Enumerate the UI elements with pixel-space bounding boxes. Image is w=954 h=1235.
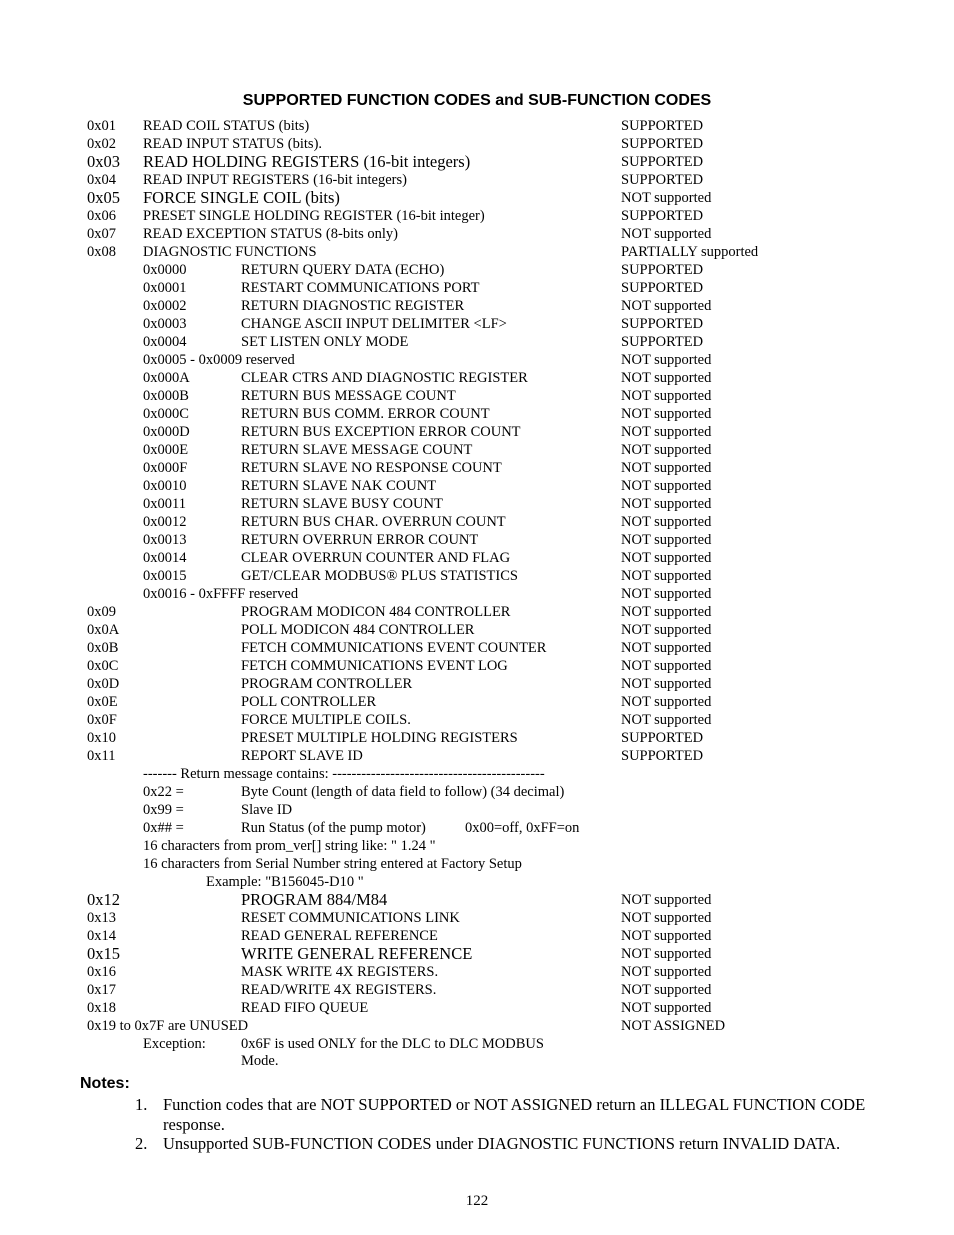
table-row: [0, 297, 954, 315]
function-code: 0x09: [87, 604, 116, 620]
sub-function-code: 0x0000: [143, 262, 187, 278]
function-code: 0x11: [87, 748, 116, 764]
support-status: SUPPORTED: [621, 154, 704, 170]
table-row: [0, 531, 954, 549]
function-description: PRESET SINGLE HOLDING REGISTER (16-bit integer): [143, 208, 485, 224]
note-number: 1.: [135, 1095, 148, 1114]
sub-function-code: 0x000D: [143, 424, 190, 440]
sub-function-description: GET/CLEAR MODBUS® PLUS STATISTICS: [241, 568, 518, 584]
function-description: READ INPUT REGISTERS (16-bit integers): [143, 172, 407, 188]
support-status: NOT supported: [621, 496, 712, 512]
sub-function-code: 0x0015: [143, 568, 187, 584]
support-status: NOT supported: [621, 946, 712, 962]
support-status: NOT supported: [621, 568, 712, 584]
support-status: NOT supported: [621, 532, 712, 548]
function-code: 0x0B: [87, 640, 119, 656]
sub-function-description: FORCE MULTIPLE COILS.: [241, 712, 411, 728]
sub-function-code: 0x000E: [143, 442, 189, 458]
function-code: 0x17: [87, 982, 116, 998]
table-row: [0, 189, 954, 207]
table-row: [0, 891, 954, 909]
sub-function-code: 0x0003: [143, 316, 187, 332]
table-row: [0, 621, 954, 639]
table-row: [0, 909, 954, 927]
support-status: SUPPORTED: [621, 118, 704, 134]
support-status: SUPPORTED: [621, 208, 704, 224]
table-row: [0, 783, 954, 801]
sub-function-description: RETURN SLAVE NAK COUNT: [241, 478, 437, 494]
support-status: NOT supported: [621, 550, 712, 566]
function-code: 0x0D: [87, 676, 120, 692]
table-row: [0, 1053, 954, 1069]
note-item: [135, 1134, 895, 1154]
note-text: Unsupported SUB-FUNCTION CODES under DIAGNOSTIC FUNCTIONS return INVALID DATA.: [163, 1134, 841, 1153]
sub-function-description: FETCH COMMUNICATIONS EVENT LOG: [241, 658, 508, 674]
function-code-table: [0, 117, 954, 1069]
support-status: NOT supported: [621, 604, 712, 620]
sub-function-description: POLL MODICON 484 CONTROLLER: [241, 622, 475, 638]
table-row: [0, 135, 954, 153]
support-status: SUPPORTED: [621, 172, 704, 188]
sub-function-code: 0x## =: [143, 820, 184, 836]
sub-function-code: 0x0016 - 0xFFFF reserved: [143, 586, 299, 602]
support-status: SUPPORTED: [621, 748, 704, 764]
sub-function-description: RETURN QUERY DATA (ECHO): [241, 262, 445, 278]
sub-function-description: PROGRAM MODICON 484 CONTROLLER: [241, 604, 511, 620]
sub-function-description: PRESET MULTIPLE HOLDING REGISTERS: [241, 730, 518, 746]
extra-text: 0x00=off, 0xFF=on: [465, 820, 580, 836]
sub-function-code: 16 characters from Serial Number string entered at Factory Setup: [143, 856, 522, 872]
table-row: [0, 675, 954, 693]
function-description: READ HOLDING REGISTERS (16-bit integers): [143, 152, 471, 171]
function-code: 0x0F: [87, 712, 117, 728]
sub-function-code: 16 characters from prom_ver[] string like: " 1.24 ": [143, 838, 436, 854]
table-row: [0, 855, 954, 873]
function-description: FORCE SINGLE COIL (bits): [143, 188, 340, 207]
support-status: NOT supported: [621, 694, 712, 710]
sub-function-code: 0x000B: [143, 388, 189, 404]
table-row: [0, 981, 954, 999]
support-status: NOT ASSIGNED: [621, 1018, 726, 1034]
support-status: NOT supported: [621, 640, 712, 656]
sub-function-description: RESET COMMUNICATIONS LINK: [241, 910, 460, 926]
support-status: SUPPORTED: [621, 730, 704, 746]
support-status: NOT supported: [621, 478, 712, 494]
table-row: [0, 1035, 954, 1053]
sub-function-description: RETURN SLAVE NO RESPONSE COUNT: [241, 460, 502, 476]
table-row: [0, 963, 954, 981]
support-status: NOT supported: [621, 928, 712, 944]
function-code: 0x0E: [87, 694, 118, 710]
support-status: SUPPORTED: [621, 262, 704, 278]
sub-function-code: 0x0012: [143, 514, 187, 530]
support-status: NOT supported: [621, 982, 712, 998]
sub-function-description: CHANGE ASCII INPUT DELIMITER <LF>: [241, 316, 507, 332]
table-row: [0, 243, 954, 261]
function-code: 0x10: [87, 730, 116, 746]
table-row: [0, 441, 954, 459]
sub-function-code: 0x0001: [143, 280, 187, 296]
sub-function-description: 0x6F is used ONLY for the DLC to DLC MODBUS: [241, 1036, 544, 1052]
support-status: NOT supported: [621, 1000, 712, 1016]
sub-function-code: 0x000A: [143, 370, 190, 386]
support-status: SUPPORTED: [621, 334, 704, 350]
table-row: [0, 747, 954, 765]
table-row: [0, 207, 954, 225]
support-status: PARTIALLY supported: [621, 244, 759, 260]
table-row: [0, 585, 954, 603]
sub-function-code: 0x99 =: [143, 802, 184, 818]
sub-function-description: RETURN BUS EXCEPTION ERROR COUNT: [241, 424, 521, 440]
table-row: [0, 279, 954, 297]
table-row: [0, 405, 954, 423]
function-code: 0x0C: [87, 658, 119, 674]
table-row: [0, 171, 954, 189]
support-status: NOT supported: [621, 406, 712, 422]
support-status: NOT supported: [621, 460, 712, 476]
sub-function-code: 0x0014: [143, 550, 187, 566]
page-number: 122: [465, 1193, 489, 1209]
support-status: NOT supported: [621, 298, 712, 314]
sub-function-description: Mode.: [241, 1053, 279, 1069]
sub-function-description: Run Status (of the pump motor): [241, 820, 426, 836]
page-title: SUPPORTED FUNCTION CODES and SUB-FUNCTION CODES: [242, 92, 712, 109]
function-code: 0x04: [87, 172, 116, 188]
sub-function-code: 0x0013: [143, 532, 187, 548]
function-description: READ INPUT STATUS (bits).: [143, 136, 323, 152]
sub-function-code: 0x0002: [143, 298, 187, 314]
support-status: NOT supported: [621, 514, 712, 530]
sub-function-description: REPORT SLAVE ID: [241, 748, 363, 764]
support-status: NOT supported: [621, 388, 712, 404]
table-row: [0, 945, 954, 963]
sub-function-description: RETURN BUS COMM. ERROR COUNT: [241, 406, 490, 422]
function-description: READ EXCEPTION STATUS (8-bits only): [143, 226, 399, 242]
table-row: [0, 999, 954, 1017]
function-code: 0x15: [87, 944, 120, 963]
function-code: 0x06: [87, 208, 116, 224]
table-row: [0, 549, 954, 567]
function-code: 0x07: [87, 226, 116, 242]
table-row: [0, 729, 954, 747]
sub-function-code: 0x0010: [143, 478, 187, 494]
sub-function-description: RETURN BUS MESSAGE COUNT: [241, 388, 456, 404]
notes-list: [135, 1095, 895, 1154]
sub-function-description: RETURN DIAGNOSTIC REGISTER: [241, 298, 465, 314]
sub-function-code: 0x0004: [143, 334, 187, 350]
sub-function-description: READ GENERAL REFERENCE: [241, 928, 438, 944]
support-status: NOT supported: [621, 226, 712, 242]
support-status: NOT supported: [621, 676, 712, 692]
table-row: [0, 1017, 954, 1035]
table-row: [0, 459, 954, 477]
table-row: [0, 639, 954, 657]
support-status: NOT supported: [621, 622, 712, 638]
function-code: 0x12: [87, 890, 120, 909]
sub-function-description: SET LISTEN ONLY MODE: [241, 334, 409, 350]
sub-function-description: RETURN SLAVE BUSY COUNT: [241, 496, 443, 512]
function-code: 0x05: [87, 188, 120, 207]
function-code: 0x19 to 0x7F are UNUSED: [87, 1018, 249, 1034]
sub-function-description: READ FIFO QUEUE: [241, 1000, 369, 1016]
function-code: 0x16: [87, 964, 116, 980]
function-code: 0x01: [87, 118, 116, 134]
table-row: [0, 873, 954, 891]
table-row: [0, 225, 954, 243]
function-code: 0x18: [87, 1000, 116, 1016]
example-text: Example: "B156045-D10 ": [206, 874, 364, 890]
table-row: [0, 927, 954, 945]
table-row: [0, 693, 954, 711]
function-code: 0x08: [87, 244, 116, 260]
table-row: [0, 495, 954, 513]
sub-function-description: RETURN SLAVE MESSAGE COUNT: [241, 442, 473, 458]
note-item: [135, 1095, 895, 1134]
table-row: [0, 603, 954, 621]
table-row: [0, 657, 954, 675]
table-row: [0, 837, 954, 855]
function-description: DIAGNOSTIC FUNCTIONS: [143, 244, 317, 260]
note-text: Function codes that are NOT SUPPORTED or NOT ASSIGNED return an ILLEGAL FUNCTION CODE response.: [163, 1095, 866, 1134]
table-row: [0, 369, 954, 387]
support-status: NOT supported: [621, 424, 712, 440]
sub-function-code: 0x000F: [143, 460, 188, 476]
table-row: [0, 153, 954, 171]
sub-function-description: READ/WRITE 4X REGISTERS.: [241, 982, 437, 998]
sub-function-description: PROGRAM 884/M84: [241, 890, 388, 909]
support-status: NOT supported: [621, 658, 712, 674]
table-row: [0, 333, 954, 351]
sub-function-code: 0x000C: [143, 406, 189, 422]
support-status: NOT supported: [621, 352, 712, 368]
support-status: SUPPORTED: [621, 280, 704, 296]
function-code: 0x03: [87, 152, 120, 171]
sub-function-description: FETCH COMMUNICATIONS EVENT COUNTER: [241, 640, 547, 656]
table-row: [0, 423, 954, 441]
table-row: [0, 765, 954, 783]
support-status: NOT supported: [621, 190, 712, 206]
table-row: [0, 477, 954, 495]
support-status: NOT supported: [621, 964, 712, 980]
table-row: [0, 819, 954, 837]
sub-function-description: Slave ID: [241, 802, 293, 818]
support-status: NOT supported: [621, 892, 712, 908]
support-status: NOT supported: [621, 442, 712, 458]
support-status: SUPPORTED: [621, 136, 704, 152]
table-row: [0, 513, 954, 531]
function-code: 0x14: [87, 928, 116, 944]
support-status: SUPPORTED: [621, 316, 704, 332]
sub-function-code: 0x22 =: [143, 784, 184, 800]
table-row: [0, 801, 954, 819]
function-code: 0x02: [87, 136, 116, 152]
support-status: NOT supported: [621, 910, 712, 926]
support-status: NOT supported: [621, 586, 712, 602]
table-row: [0, 117, 954, 135]
support-status: NOT supported: [621, 370, 712, 386]
function-code: 0x13: [87, 910, 116, 926]
sub-function-description: RESTART COMMUNICATIONS PORT: [241, 280, 480, 296]
table-row: [0, 315, 954, 333]
table-row: [0, 351, 954, 369]
notes-heading: Notes:: [80, 1075, 130, 1092]
function-code: 0x0A: [87, 622, 120, 638]
sub-function-code: ------- Return message contains: --------------------------------------------: [143, 766, 545, 782]
table-row: [0, 261, 954, 279]
sub-function-description: MASK WRITE 4X REGISTERS.: [241, 964, 439, 980]
note-number: 2.: [135, 1134, 148, 1153]
sub-function-code: Exception:: [143, 1036, 206, 1052]
sub-function-description: WRITE GENERAL REFERENCE: [241, 944, 473, 963]
table-row: [0, 711, 954, 729]
sub-function-description: CLEAR OVERRUN COUNTER AND FLAG: [241, 550, 511, 566]
function-description: READ COIL STATUS (bits): [143, 118, 310, 134]
sub-function-description: RETURN BUS CHAR. OVERRUN COUNT: [241, 514, 506, 530]
table-row: [0, 387, 954, 405]
sub-function-description: CLEAR CTRS AND DIAGNOSTIC REGISTER: [241, 370, 528, 386]
sub-function-code: 0x0011: [143, 496, 186, 512]
sub-function-description: PROGRAM CONTROLLER: [241, 676, 413, 692]
sub-function-description: Byte Count (length of data field to follow) (34 decimal): [241, 784, 565, 800]
sub-function-code: 0x0005 - 0x0009 reserved: [143, 352, 295, 368]
sub-function-description: RETURN OVERRUN ERROR COUNT: [241, 532, 479, 548]
sub-function-description: POLL CONTROLLER: [241, 694, 377, 710]
support-status: NOT supported: [621, 712, 712, 728]
table-row: [0, 567, 954, 585]
